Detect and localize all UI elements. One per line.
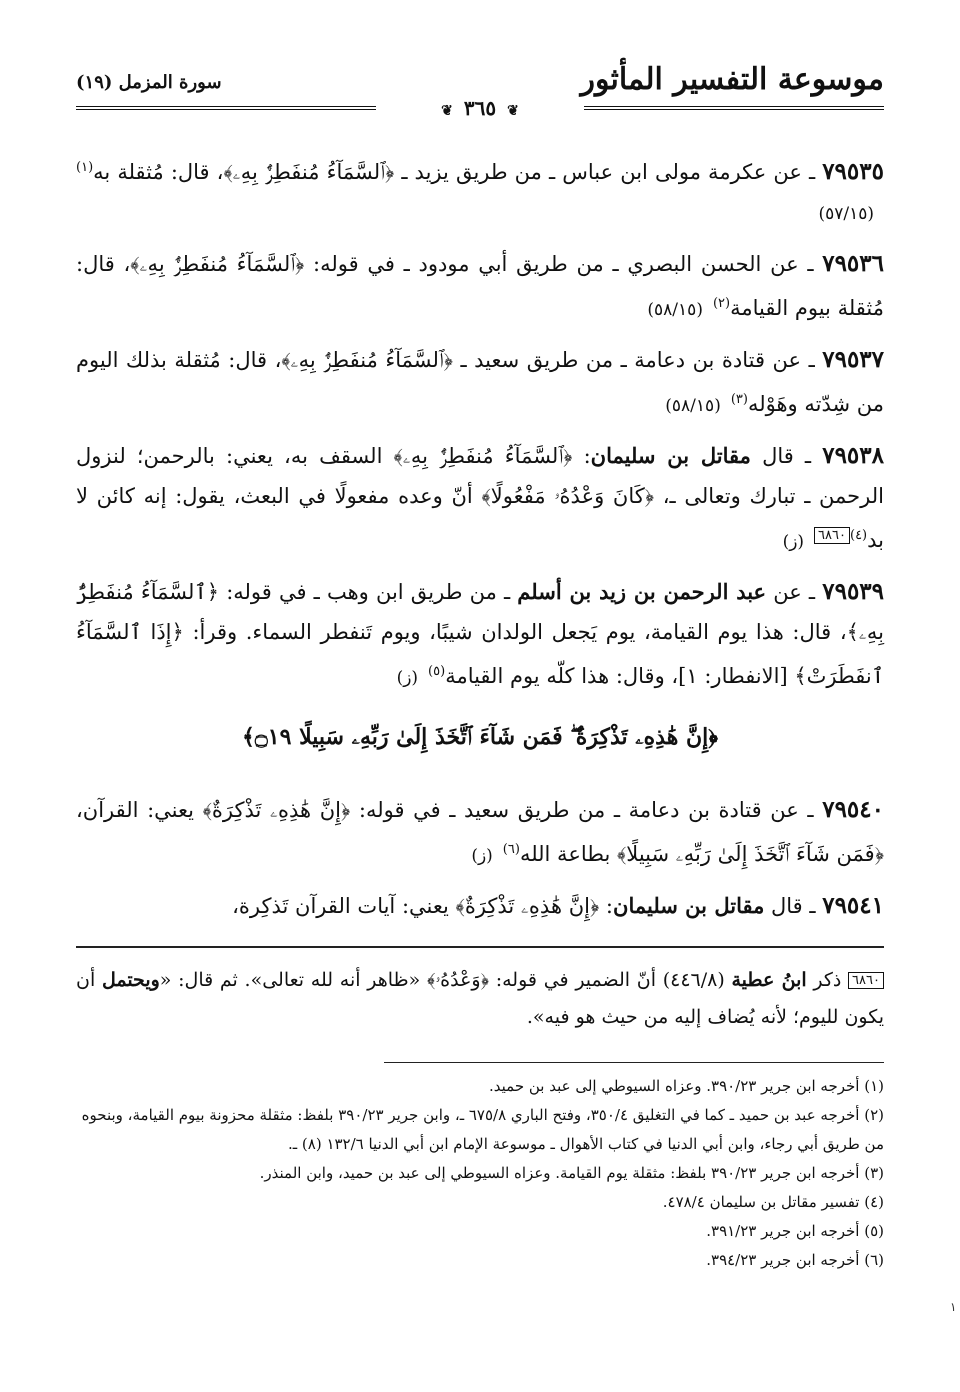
footnotes	[76, 1072, 884, 1275]
entry-prefix: ـ عن	[766, 580, 823, 604]
footnote-ref: (١)	[76, 160, 94, 175]
surah-name: سورة المزمل (١٩)	[76, 72, 222, 93]
book-title: موسوعة التفسير المأثور	[580, 62, 884, 97]
entry	[76, 886, 884, 926]
footnote: (٢) أخرجه عبد بن حميد ـ كما في التغليق ٣٥٠/٤، وفتح الباري ٦٧٥/٨ ـ، وابن جرير ٣٩٠/٢٣ بلفظ: مثقلة محزونة بيوم القيامة، وبنحوه من طريق أبي رجاء، وابن أبي الدنيا في كتاب الأهوال ـ موسوعة الإمام ابن أبي الدنيا ١٣٢/٦ (٨) ـ.	[81, 1106, 884, 1153]
commentary-ref-box: ٦٨٦٠	[848, 972, 884, 989]
commentary-ref-box: ٦٨٦٠	[814, 527, 850, 544]
entry-prefix: ـ عن	[765, 348, 823, 372]
footnote: (٤) تفسير مقاتل بن سليمان ٤٧٨/٤.	[662, 1193, 884, 1211]
page-number-band	[76, 96, 884, 118]
comment-emphasis: ويحتمل	[101, 969, 160, 991]
narrator-name: عبد الرحمن بن زيد بن أسلم	[517, 579, 767, 604]
footnote-ref: (٣)	[730, 392, 748, 407]
footnote: (٥) أخرجه ابن جرير ٣٩١/٢٣.	[706, 1222, 884, 1240]
comment-text: أن يكون لليوم؛ لأنه يُضاف إليه من حيث هو فيه».	[76, 969, 884, 1028]
source-ref: (٥٨/١٥)	[647, 300, 703, 320]
page-header	[76, 62, 884, 120]
commentary-divider	[76, 946, 884, 948]
footnote-ref: (٥)	[428, 664, 446, 679]
ornament-icon: ❦	[507, 103, 519, 119]
entry-number: ٧٩٥٤٠	[822, 796, 884, 823]
entry-prefix: ـ قال	[764, 894, 823, 918]
footnote-divider	[384, 1062, 884, 1063]
source-ref: (٥٨/١٥)	[665, 396, 721, 416]
entry	[76, 572, 884, 698]
entry-number: ٧٩٥٣٨	[822, 442, 884, 469]
entry-text: الحسن البصري ـ من طريق أبي مودود ـ في قوله: ﴿ٱلسَّمَآءُ مُنفَطِرٌۢ بِهِۦ﴾، قال: مُثقلة بيوم القيامة	[76, 252, 884, 320]
entries-block-2	[76, 790, 884, 936]
quran-verse: ﴿إِنَّ هَٰذِهِۦ تَذْكِرَةٌ ۖ فَمَن شَآءَ ٱتَّخَذَ إِلَىٰ رَبِّهِۦ سَبِيلًا ۝١٩﴾	[242, 724, 718, 750]
entry-text: عكرمة مولى ابن عباس ـ من طريق يزيد ـ ﴿ٱلسَّمَآءُ مُنفَطِرٌۢ بِهِۦ﴾، قال: مُثقلة به	[93, 160, 767, 184]
footnote-ref: (٢)	[712, 296, 731, 311]
entry-number: ٧٩٥٣٥	[822, 158, 884, 185]
entry-text: : ﴿إِنَّ هَٰذِهِۦ تَذْكِرَةٌ﴾ يعني: آيات القرآن تَذكِرة،	[232, 894, 614, 918]
header-rule-left	[76, 106, 376, 110]
entry-number: ٧٩٥٣٩	[822, 578, 885, 605]
source-ref: (ز)	[782, 532, 805, 552]
entry-number: ٧٩٥٣٧	[822, 346, 885, 373]
scholar-name: ابنُ عطية	[731, 969, 807, 991]
page-number: ٣٦٥	[463, 96, 497, 120]
entries-block-1	[76, 148, 884, 708]
header-rule-right	[584, 106, 884, 110]
footnote: (٦) أخرجه ابن جرير ٣٩٤/٢٣.	[706, 1251, 884, 1269]
entry	[76, 148, 884, 234]
footnote-ref: (٦)	[502, 842, 520, 857]
entry-text: قتادة بن دعامة ـ من طريق سعيد ـ ﴿ٱلسَّمَآءُ مُنفَطِرٌۢ بِهِۦ﴾، قال: مُثقلة بذلك اليوم من شِدّته وهَوْله	[76, 348, 884, 416]
ornament-icon: ❦	[441, 103, 453, 119]
comment-text: ذكر	[806, 969, 849, 991]
entry-number: ٧٩٥٤١	[822, 892, 884, 919]
entry	[76, 340, 884, 426]
entry-number: ٧٩٥٣٦	[822, 250, 884, 277]
comment-text: (٤٤٦/٨) أنّ الضمير في قوله: ﴿وَعْدُهُۥ﴾ «ظاهر أنه لله تعالى». ثم قال: «	[159, 969, 732, 991]
source-ref: (٥٧/١٥)	[818, 204, 874, 224]
narrator-name: مقاتل بن سليمان	[590, 443, 751, 468]
entry-prefix: ـ عن	[761, 798, 823, 822]
source-ref: (ز)	[471, 846, 493, 866]
footnote: (٣) أخرجه ابن جرير ٣٩٠/٢٣ بلفظ: مثقلة يوم القيامة. وعزاه السيوطي إلى عبد بن حميد، وابن المنذر.	[259, 1164, 884, 1182]
page-number-wrap	[429, 96, 531, 120]
margin-mark: ١	[950, 1300, 957, 1314]
narrator-name: مقاتل بن سليمان	[613, 893, 765, 918]
entry	[76, 790, 884, 876]
footnote-ref: (٤)	[849, 528, 868, 543]
entry	[76, 244, 884, 330]
entry-text: ـ من طريق ابن وهب ـ في قوله: ﴿ٱلسَّمَآءُ مُنفَطِرٌۢ بِهِۦ﴾، قال: هذا يوم القيامة، يوم يَجعل الولدان شيبًا، ويوم تَنفطر السماء. وقرأ: ﴿إِذَا ٱلسَّمَآءُ ٱنفَطَرَتْ﴾ [الانفطار: ١]، وقال: هذا كلّه يوم القيامة	[76, 580, 884, 688]
entry	[76, 436, 884, 562]
commentary-note	[76, 962, 884, 1035]
entry-text: : ﴿ٱلسَّمَآءُ مُنفَطِرٌۢ بِهِۦ﴾ السقف به، يعني: بالرحمن؛ لنزول الرحمن ـ تبارك وتعالى ـ، ﴿كَانَ وَعْدُهُۥ مَفْعُولًا﴾ أنّ وعده مفعولًا في البعث، يقول: إنه كائن لا بد	[76, 444, 884, 552]
entry-prefix: ـ قال	[750, 444, 823, 468]
source-ref: (ز)	[396, 668, 419, 688]
footnote: (١) أخرجه ابن جرير ٣٩٠/٢٣. وعزاه السيوطي إلى عبد بن حميد.	[489, 1077, 884, 1095]
entry-text: قتادة بن دعامة ـ من طريق سعيد ـ في قوله: ﴿إِنَّ هَٰذِهِۦ تَذْكِرَةٌ﴾ يعني: القرآن، ﴿فَمَن شَآءَ ٱتَّخَذَ إِلَىٰ رَبِّهِۦ سَبِيلًا﴾ بطاعة الله	[76, 798, 884, 866]
entry-prefix: ـ عن	[766, 160, 823, 184]
entry-prefix: ـ عن	[761, 252, 823, 276]
